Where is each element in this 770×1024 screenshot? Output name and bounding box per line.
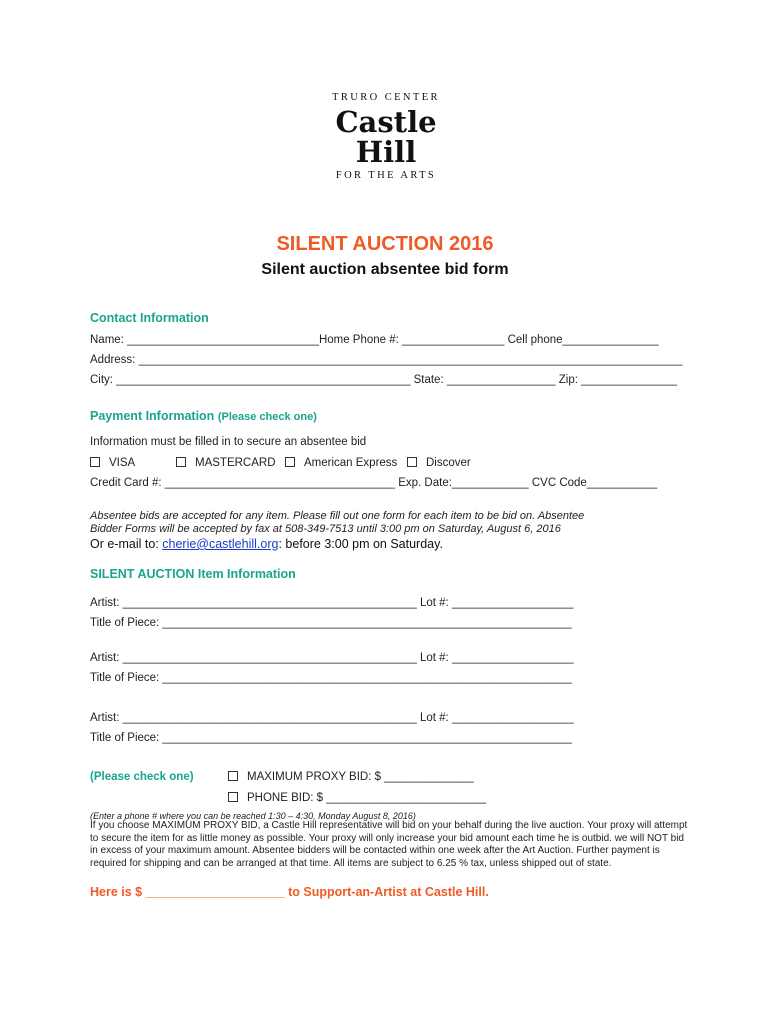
payment-option-label: VISA (109, 457, 136, 469)
bid-check-label: (Please check one) (90, 771, 194, 783)
checkbox-icon[interactable] (228, 771, 238, 781)
payment-required-note: Information must be filled in to secure an absentee bid (90, 436, 367, 448)
payment-heading-text: Payment Information (90, 409, 215, 423)
payment-heading (90, 409, 317, 423)
bid-option-phone[interactable] (228, 792, 486, 804)
item-1-artist-line[interactable]: Artist: ______________________________________________ Lot #: ___________________ (90, 597, 574, 609)
castle-hill-logo (326, 92, 446, 210)
items-heading: SILENT AUCTION Item Information (90, 567, 296, 581)
checkbox-icon[interactable] (90, 457, 100, 467)
item-1-title-line[interactable]: Title of Piece: ________________________________________________________________ (90, 617, 572, 629)
email-link[interactable]: cherie@castlehill.org (162, 537, 279, 551)
contact-city-line[interactable]: City: ______________________________________________ State: _________________ Zip: _______________ (90, 374, 678, 386)
email-suffix: : before 3:00 pm on Saturday. (278, 537, 443, 551)
bid-option-label: PHONE BID: $ _________________________ (247, 792, 487, 804)
logo-line-2: Hill (355, 135, 417, 169)
checkbox-icon[interactable] (228, 792, 238, 802)
credit-card-line[interactable]: Credit Card #: ____________________________________ Exp. Date:____________ CVC Code___________ (90, 477, 658, 489)
email-prefix: Or e-mail to: (90, 537, 163, 551)
logo-bottom-text: FOR THE ARTS (335, 170, 437, 181)
instructions-line-2: Bidder Forms will be accepted by fax at 508-349-7513 until 3:00 pm on Saturday, August 6, 2016 (90, 523, 561, 535)
proxy-paragraph: If you choose MAXIMUM PROXY BID, a Castle Hill representative will bid on your behalf during the live auction. Your proxy will attempt to secure the item for as little money as possible. Your proxy will only increase your bid amount each time he is outbid. we will NOT bid in excess of your maximum amount. Absentee bidders will be contacted within one week after the Art Auction. Further payment is required for shipping and can be arranged at that time. All items are subject to 6.25 % tax, unless shipped out of state. (90, 820, 688, 869)
bid-option-label: MAXIMUM PROXY BID: $ ______________ (247, 771, 474, 783)
bid-option-proxy[interactable] (228, 771, 474, 783)
payment-heading-note: (Please check one) (217, 411, 317, 423)
support-artist-line[interactable]: Here is $ ____________________ to Support-an-Artist at Castle Hill. (90, 885, 489, 899)
logo-mark (326, 107, 446, 167)
email-instructions (90, 537, 443, 551)
payment-option-visa[interactable] (90, 457, 135, 469)
checkbox-icon[interactable] (285, 457, 295, 467)
contact-name-line[interactable]: Name: ______________________________Home Phone #: ________________ Cell phone_______________ (90, 334, 659, 346)
checkbox-icon[interactable] (176, 457, 186, 467)
page-subtitle: Silent auction absentee bid form (261, 261, 509, 278)
contact-address-line[interactable]: Address: _____________________________________________________________________________________ (90, 354, 683, 366)
payment-option-label: American Express (304, 457, 398, 469)
payment-option-discover[interactable] (407, 457, 471, 469)
item-3-artist-line[interactable]: Artist: ______________________________________________ Lot #: ___________________ (90, 712, 574, 724)
page-title: SILENT AUCTION 2016 (276, 233, 494, 255)
payment-option-amex[interactable] (285, 457, 397, 469)
contact-heading: Contact Information (90, 311, 209, 325)
checkbox-icon[interactable] (407, 457, 417, 467)
item-2-title-line[interactable]: Title of Piece: ________________________________________________________________ (90, 672, 572, 684)
logo-top-text: TRURO CENTER (332, 92, 440, 103)
logo-line-1: Castle (335, 105, 437, 139)
payment-option-label: Discover (426, 457, 471, 469)
payment-option-mastercard[interactable] (176, 457, 276, 469)
item-2-artist-line[interactable]: Artist: ______________________________________________ Lot #: ___________________ (90, 652, 574, 664)
item-3-title-line[interactable]: Title of Piece: ________________________________________________________________ (90, 732, 572, 744)
instructions-line-1: Absentee bids are accepted for any item. Please fill out one form for each item to be bid on. Absentee (90, 510, 585, 522)
phone-note: (Enter a phone # where you can be reached 1:30 – 4:30, Monday August 8, 2016) (90, 811, 416, 821)
payment-option-label: MASTERCARD (195, 457, 276, 469)
